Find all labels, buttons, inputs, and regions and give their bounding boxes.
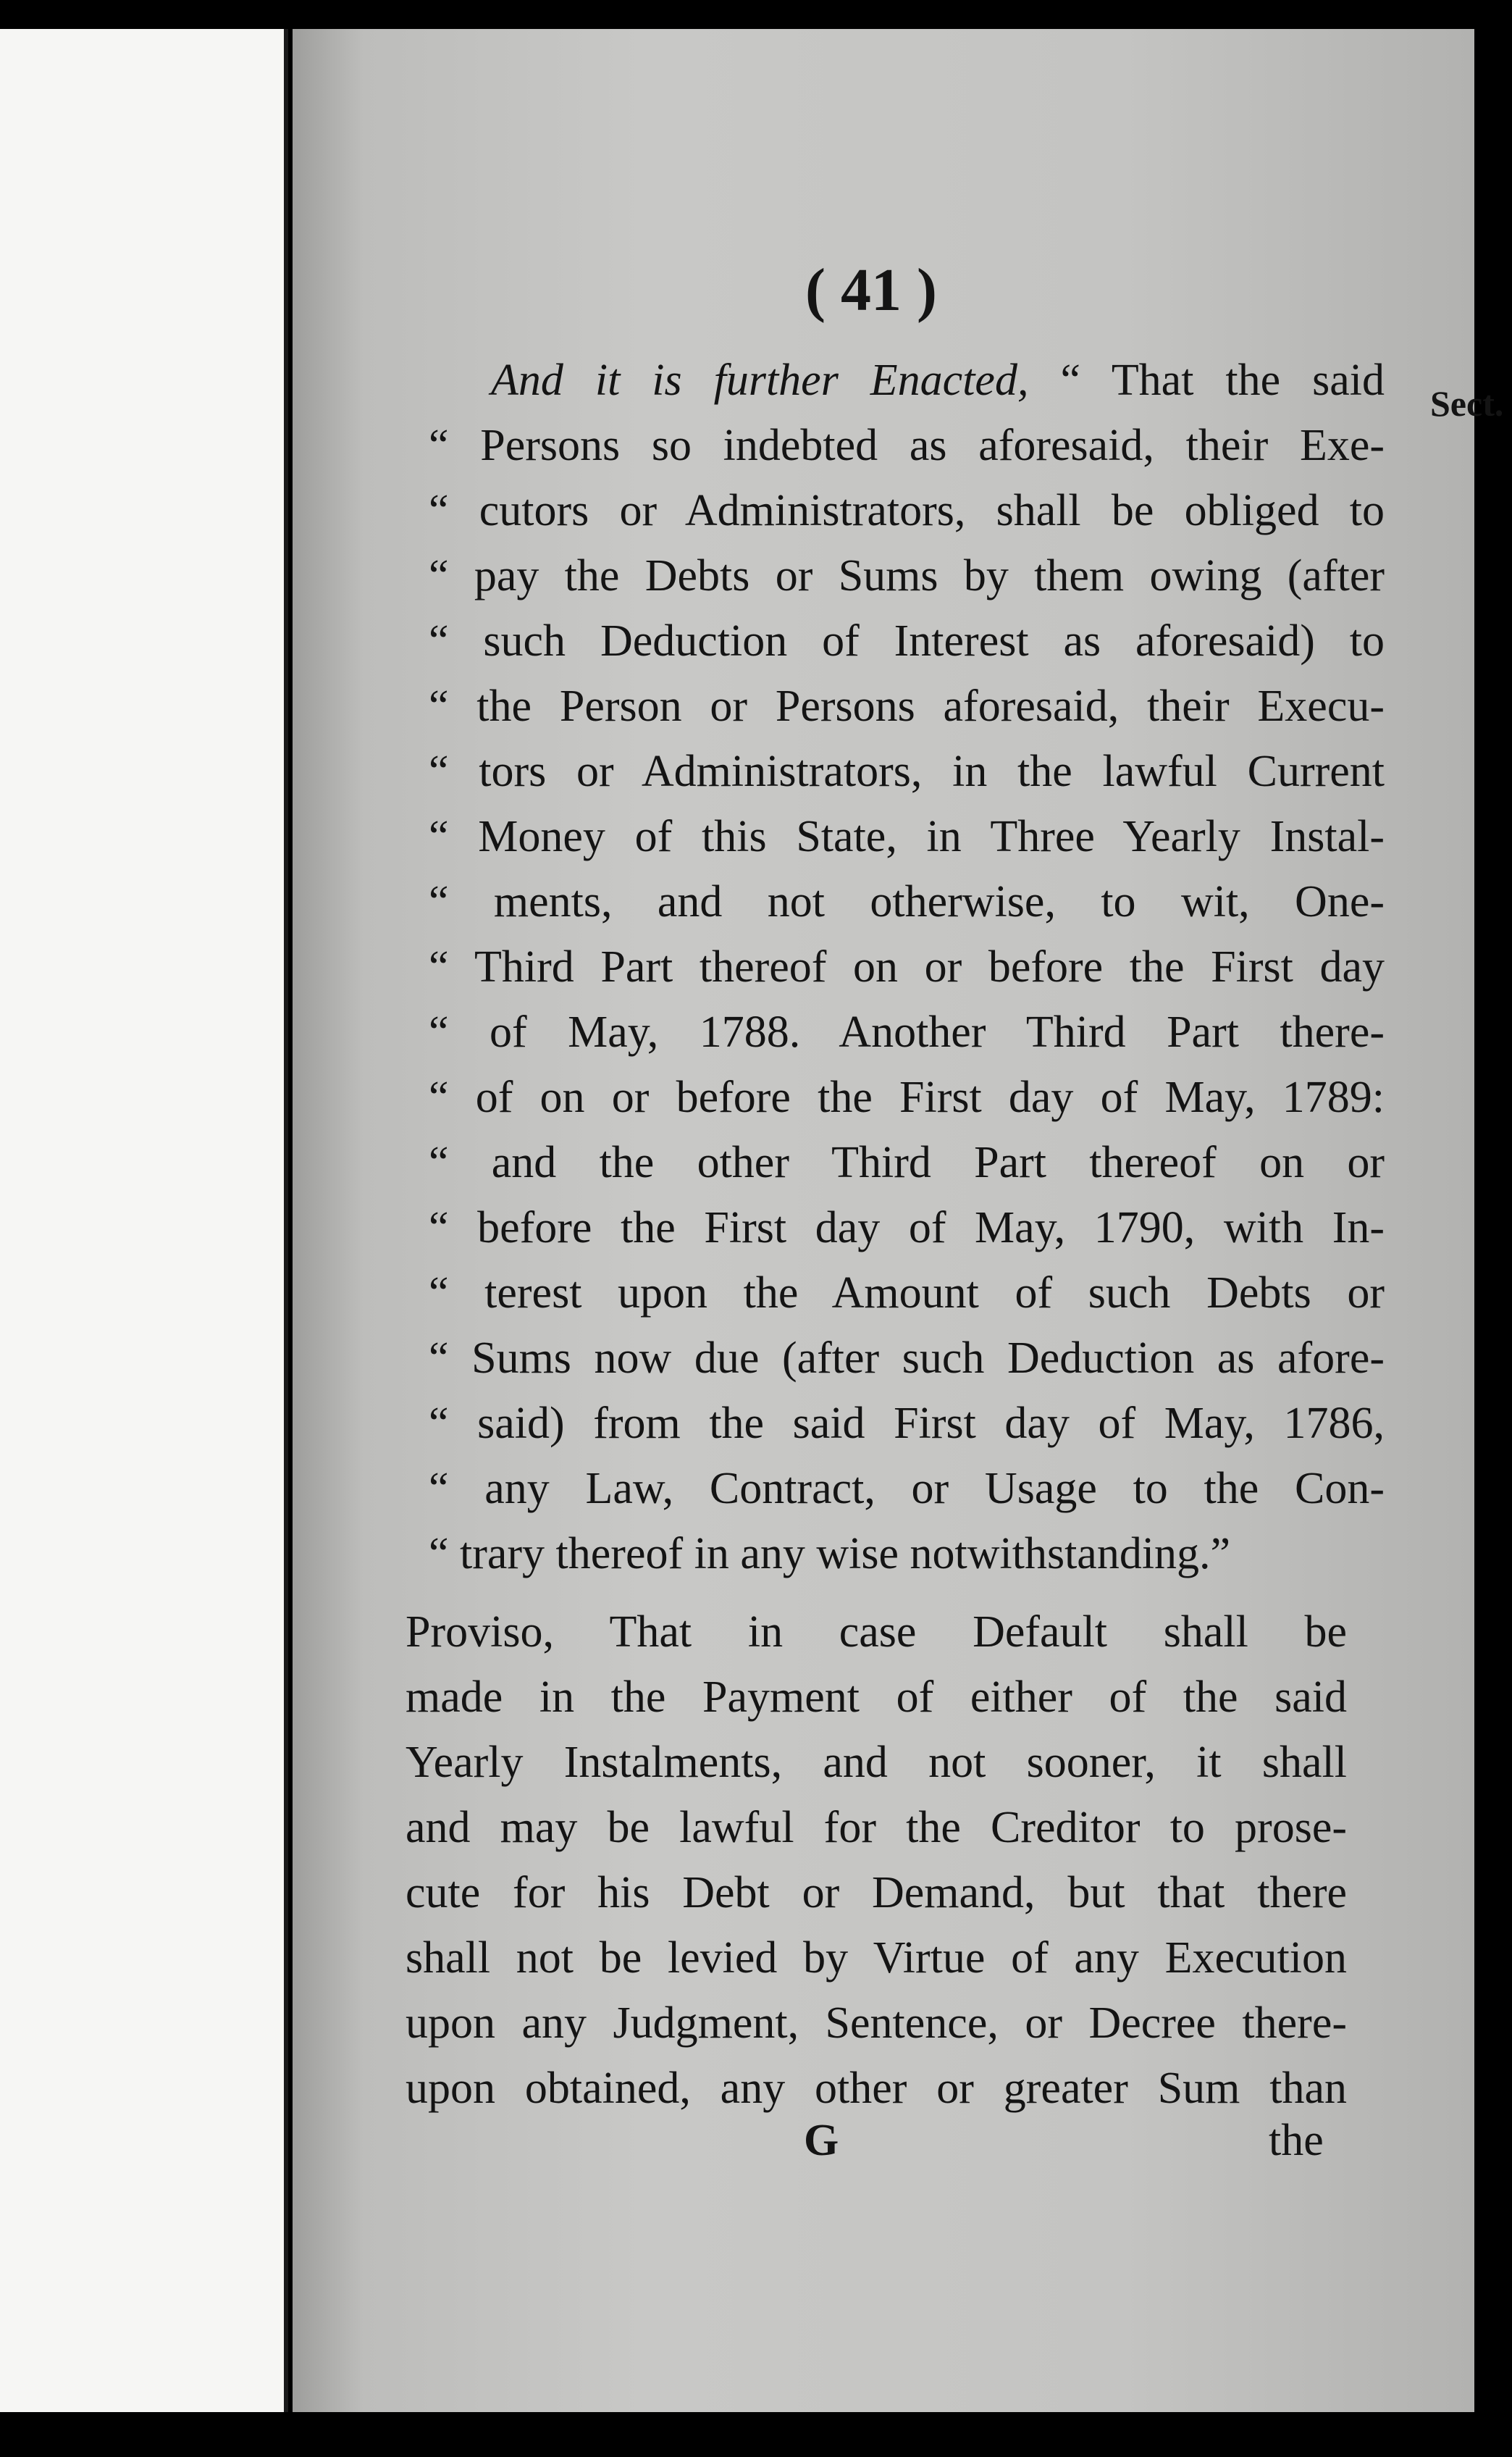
text-line: “ trary thereof in any wise notwithstanding.” [429,1529,1231,1578]
text-line [429,348,1385,413]
page-number: ( 41 ) [805,256,937,324]
text-line: upon obtained, any other or greater Sum than [406,2064,1347,2113]
text-line: “ cutors or Administrators, shall be obliged to [429,486,1385,535]
paragraph-enactment [429,348,1385,1586]
text-line: “ before the First day of May, 1790, with In- [429,1203,1385,1252]
paragraph-proviso [406,1599,1347,2121]
text-line: cute for his Debt or Demand, but that there [406,1868,1347,1917]
text-line: “ Sums now due (after such Deduction as afore- [429,1334,1385,1383]
text-line: Proviso, That in case Default shall be [406,1607,1347,1657]
text-line-rest: “ That the said [1060,356,1385,405]
text-line: “ Money of this State, in Three Yearly Instal- [429,812,1385,861]
text-line: made in the Payment of either of the said [406,1673,1347,1722]
text-line: “ said) from the said First day of May, 1786, [429,1399,1385,1448]
text-line: “ ments, and not otherwise, to wit, One- [429,877,1385,926]
text-line: “ Persons so indebted as aforesaid, their Exe- [429,421,1385,470]
text-line: shall not be levied by Virtue of any Execution [406,1933,1347,1983]
text-line: “ such Deduction of Interest as aforesaid) to [429,616,1385,666]
text-line: upon any Judgment, Sentence, or Decree there- [406,1998,1347,2048]
text-line: “ pay the Debts or Sums by them owing (after [429,551,1385,600]
text-line: and may be lawful for the Creditor to prose- [406,1803,1347,1852]
text-line: “ of May, 1788. Another Third Part there- [429,1008,1385,1057]
text-line: “ tors or Administrators, in the lawful Current [429,747,1385,796]
text-line: “ and the other Third Part thereof on or [429,1138,1385,1187]
catchword: the [1269,2116,1324,2165]
text-line: “ the Person or Persons aforesaid, their Execu- [429,682,1385,731]
italic-lead: And it is further Enacted, [491,356,1029,405]
signature-mark: G [804,2116,839,2165]
facing-page-edge [0,29,288,2412]
text-line: “ of on or before the First day of May, 1789: [429,1073,1385,1122]
text-line: “ terest upon the Amount of such Debts or [429,1268,1385,1318]
text-line: “ any Law, Contract, or Usage to the Con- [429,1464,1385,1513]
margin-note: Sect. [1430,383,1504,424]
text-line: Yearly Instalments, and not sooner, it shall [406,1738,1347,1787]
text-line: “ Third Part thereof on or before the First day [429,942,1385,992]
